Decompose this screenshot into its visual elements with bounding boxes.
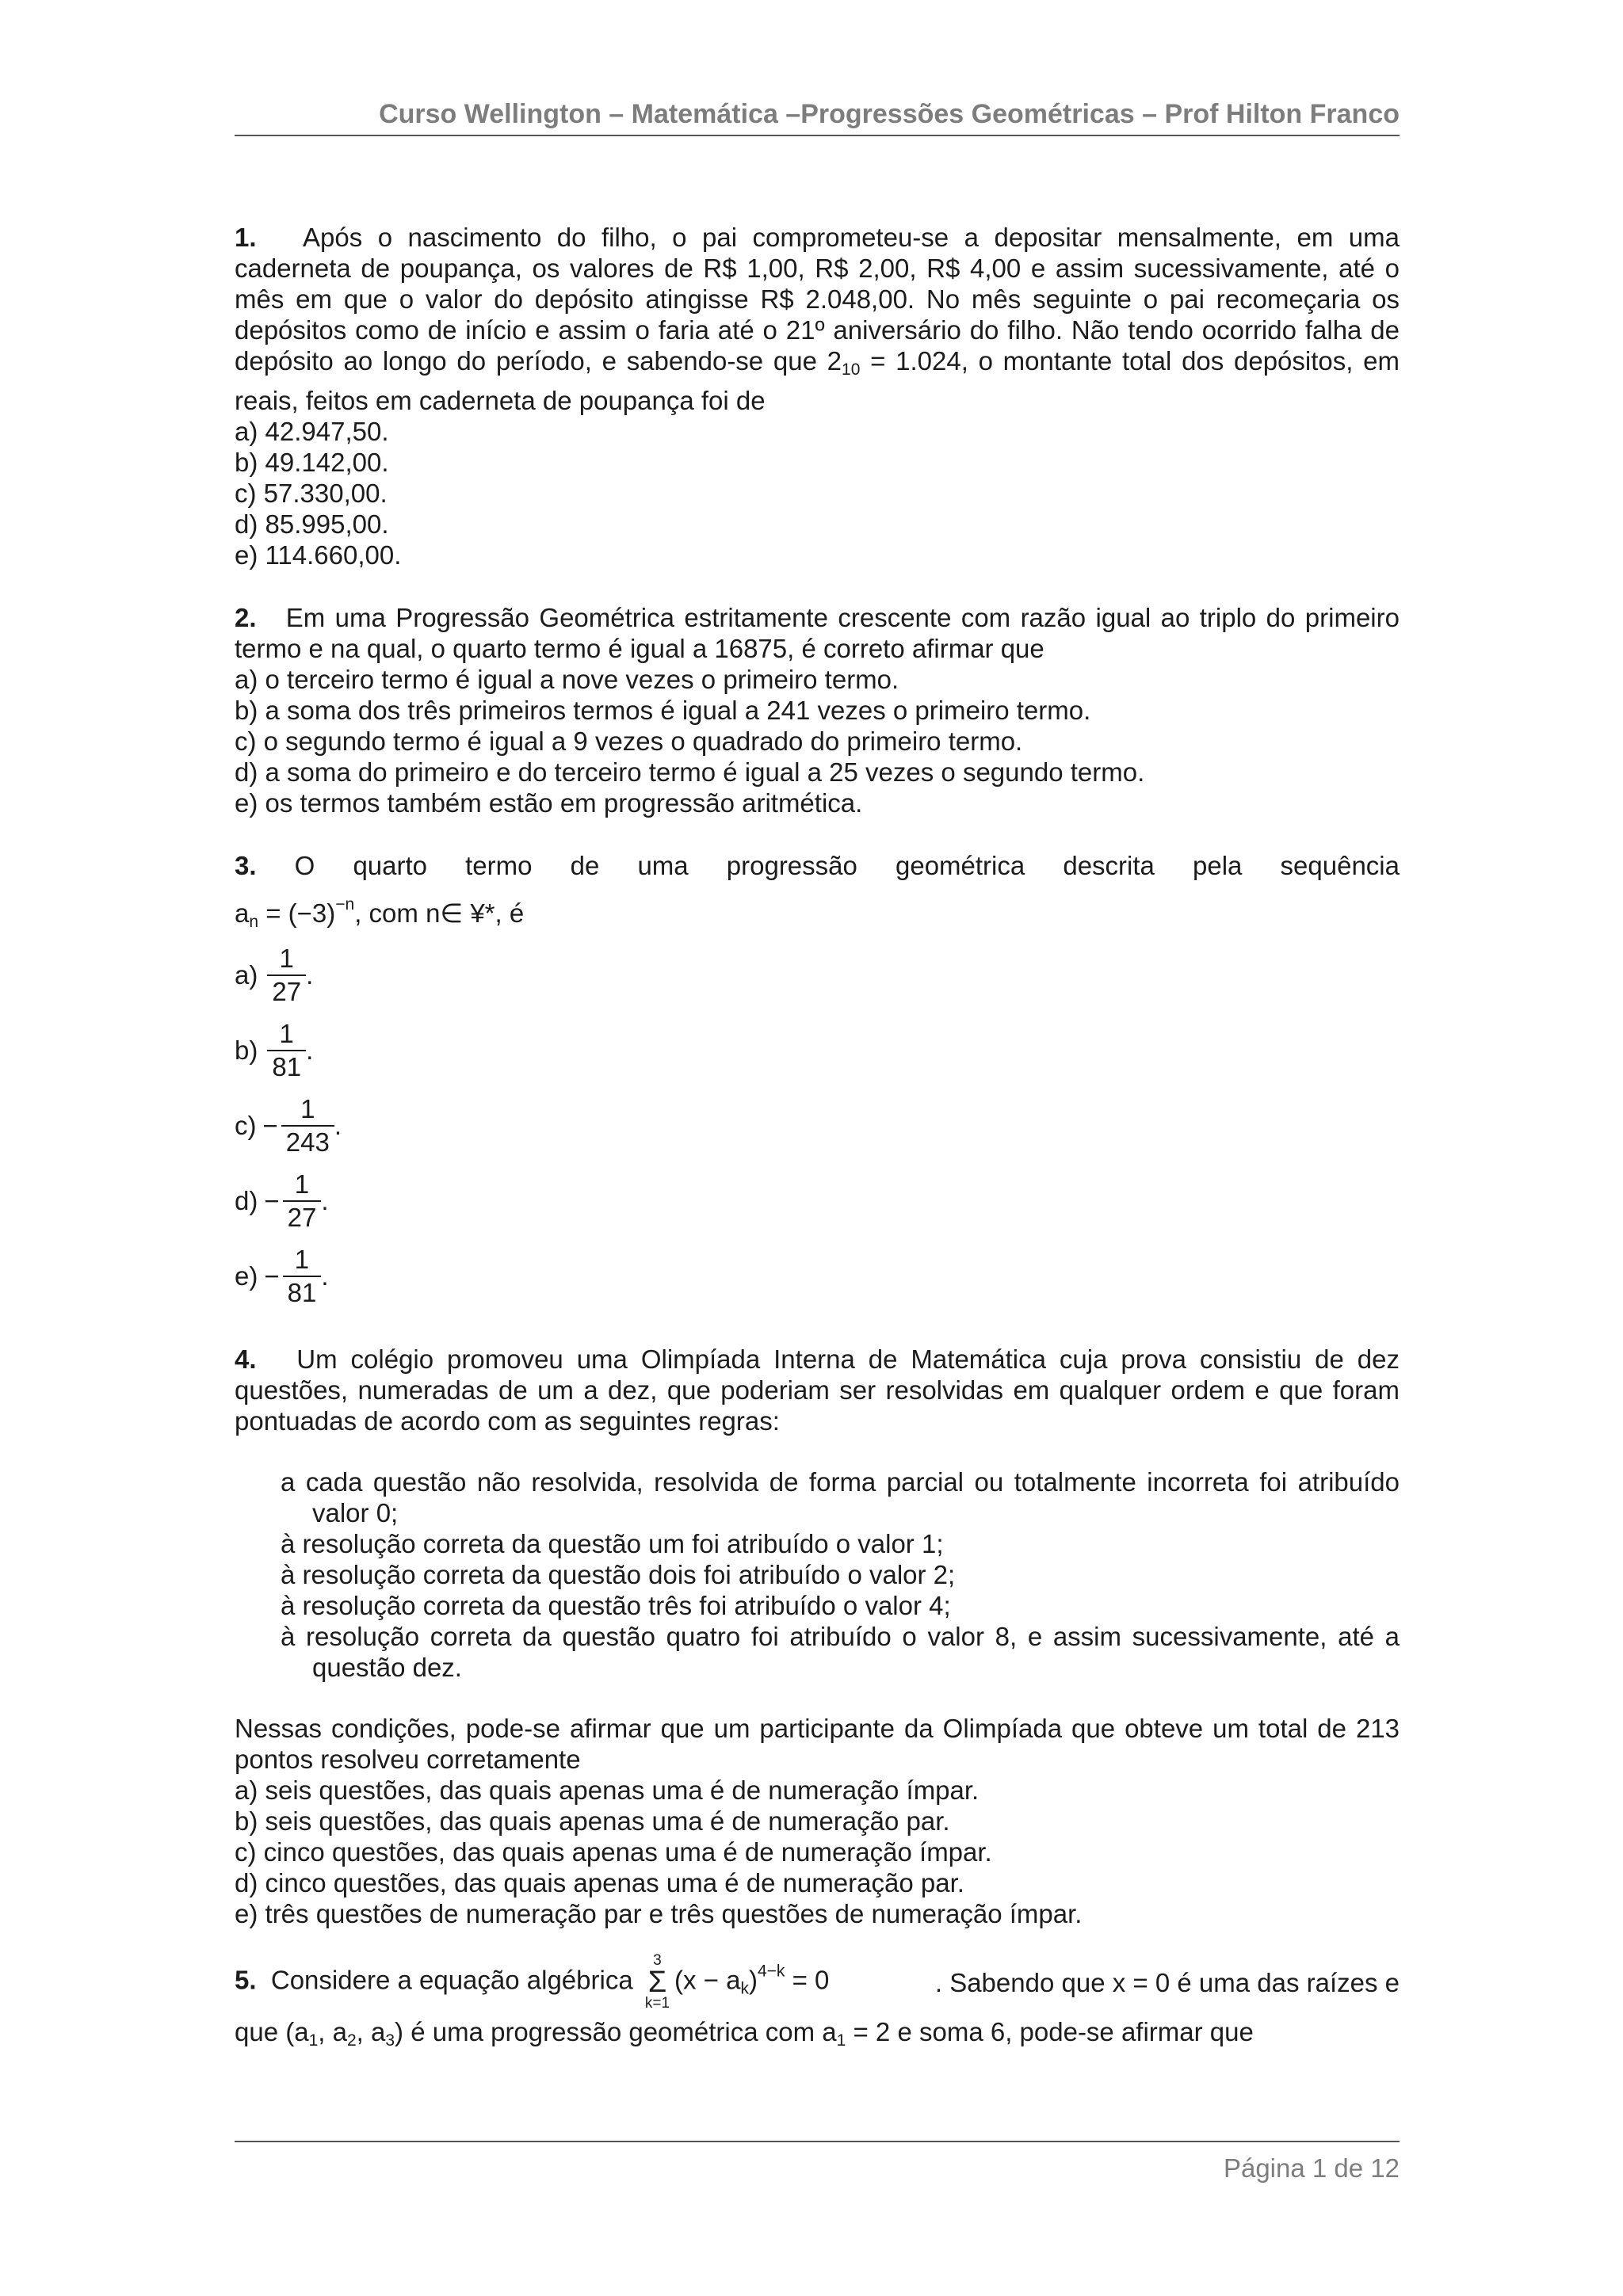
- question-1-text: 1. Após o nascimento do filho, o pai comprometeu-se a depositar mensalmente, em uma caderneta de poupança, os valores de R$ 1,00, R$ 2,00, R$ 4,00 e assim sucessivamente, até o mês em que o valor do depósito atingisse R$ 2.048,00. No mês seguinte o pai recomeçaria os depósitos como de início e assim o faria até o 21º aniversário do filho. Não tendo ocorrido falha de depósito ao longo do período, e sabendo-se que $2_{10} = 1.024$, o montante total dos depósitos, em reais, feitos em caderneta de poupança foi de: [235, 223, 1400, 415]
- question-1-option-e: e) 114.660,00.: [235, 540, 402, 570]
- question-4-option-b: b) seis questões, das quais apenas uma é de numeração par.: [235, 1806, 950, 1836]
- rule-item: à resolução correta da questão um foi atribuído o valor 1;: [281, 1529, 944, 1558]
- rule-item: a cada questão não resolvida, resolvida de forma parcial ou totalmente incorreta foi atribuído valor 0;: [281, 1467, 1400, 1527]
- question-4-option-e: e) três questões de numeração par e três questões de numeração ímpar.: [235, 1899, 1083, 1928]
- question-4: [235, 1344, 1400, 1929]
- question-3: [235, 850, 1400, 1314]
- question-1-option-d: d) 85.995,00.: [235, 509, 389, 539]
- question-4-text: 4. Um colégio promoveu uma Olimpíada Interna de Matemática cuja prova consistiu de dez questões, numeradas de um a dez, que poderiam ser resolvidas em qualquer ordem e que foram pontuadas de acordo com as seguintes regras:: [235, 1344, 1400, 1436]
- question-5-number: 5.: [235, 1965, 257, 1995]
- question-4-option-c: c) cinco questões, das quais apenas uma é de numeração ímpar.: [235, 1837, 992, 1867]
- header-title: Curso Wellington – Matemática –Progressões Geométricas – Prof Hilton Franco: [379, 99, 1400, 129]
- question-3-option-c: c) − $\frac{1}{243}$ .: [235, 1093, 342, 1157]
- summation-symbol: 3 Σ k=1: [644, 1952, 670, 2012]
- question-5-text: 5. Considere a equação algébrica 3 Σ k=1 $(x - a_k)^{4-k} = 0$ . Sabendo que x = 0 é uma das raízes e: [235, 1952, 1400, 2012]
- question-2-number: 2.: [235, 603, 257, 632]
- document-body: [235, 222, 1400, 2056]
- fraction: $\frac{1}{243}$: [281, 1093, 334, 1158]
- question-2-option-a: a) o terceiro termo é igual a nove vezes o primeiro termo.: [235, 665, 899, 694]
- question-1-option-a: a) 42.947,50.: [235, 417, 389, 446]
- question-4-rules: [281, 1466, 1400, 1683]
- question-3-number: 3.: [235, 851, 257, 880]
- question-2-option-d: d) a soma do primeiro e do terceiro termo é igual a 25 vezes o segundo termo.: [235, 757, 1145, 787]
- question-3-option-d: d) − $\frac{1}{27}$ .: [235, 1169, 329, 1232]
- rule-item: à resolução correta da questão dois foi atribuído o valor 2;: [281, 1560, 956, 1589]
- question-3-option-e: e) − $\frac{1}{81}$ .: [235, 1244, 329, 1307]
- question-2-option-b: b) a soma dos três primeiros termos é igual a 241 vezes o primeiro termo.: [235, 696, 1091, 725]
- page-number: Página 1 de 12: [1223, 2153, 1400, 2183]
- question-4-number: 4.: [235, 1344, 257, 1374]
- question-2-option-e: e) os termos também estão em progressão aritmética.: [235, 788, 863, 818]
- question-3-text: 3. O quarto termo de uma progressão geométrica descrita pela sequência: [235, 851, 1400, 880]
- page-header: [235, 93, 1400, 136]
- question-2-option-c: c) o segundo termo é igual a 9 vezes o quadrado do primeiro termo.: [235, 727, 1023, 756]
- question-5: [235, 1953, 1400, 2056]
- fraction: $\frac{1}{81}$: [283, 1244, 322, 1309]
- question-4-text-2: Nessas condições, pode-se afirmar que um participante da Olimpíada que obteve um total de 213 pontos resolveu corretamente: [235, 1714, 1400, 1774]
- fraction: $\frac{1}{27}$: [283, 1169, 322, 1234]
- question-1-option-c: c) 57.330,00.: [235, 479, 388, 508]
- question-1-number: 1.: [235, 223, 257, 252]
- fraction: $\frac{1}{81}$: [267, 1018, 306, 1083]
- question-3-option-a: a) $\frac{1}{27}$ .: [235, 943, 314, 1006]
- page-footer: [235, 2141, 1400, 2183]
- question-2: [235, 602, 1400, 818]
- question-2-text: 2. Em uma Progressão Geométrica estritamente crescente com razão igual ao triplo do primeiro termo e na qual, o quarto termo é igual a 16875, é correto afirmar que: [235, 603, 1400, 663]
- question-5-text-2: que ($a_1$, $a_2$, $a_3$) é uma progressão geométrica com $a_1 = 2$ e soma 6, pode-se afirmar que: [235, 2017, 1254, 2050]
- rule-item: à resolução correta da questão três foi atribuído o valor 4;: [281, 1591, 951, 1620]
- question-3-option-b: b) $\frac{1}{81}$ .: [235, 1018, 314, 1081]
- fraction: $\frac{1}{27}$: [267, 943, 306, 1008]
- question-1: [235, 222, 1400, 570]
- question-1-option-b: b) 49.142,00.: [235, 448, 389, 477]
- question-4-option-a: a) seis questões, das quais apenas uma é de numeração ímpar.: [235, 1775, 980, 1805]
- rule-item: à resolução correta da questão quatro foi atribuído o valor 8, e assim sucessivamente, até a questão dez.: [281, 1622, 1400, 1682]
- question-4-option-d: d) cinco questões, das quais apenas uma é de numeração par.: [235, 1868, 964, 1897]
- question-3-formula: $a_n = (-3)^{-n}$, com n∈ ¥*, é: [235, 895, 525, 931]
